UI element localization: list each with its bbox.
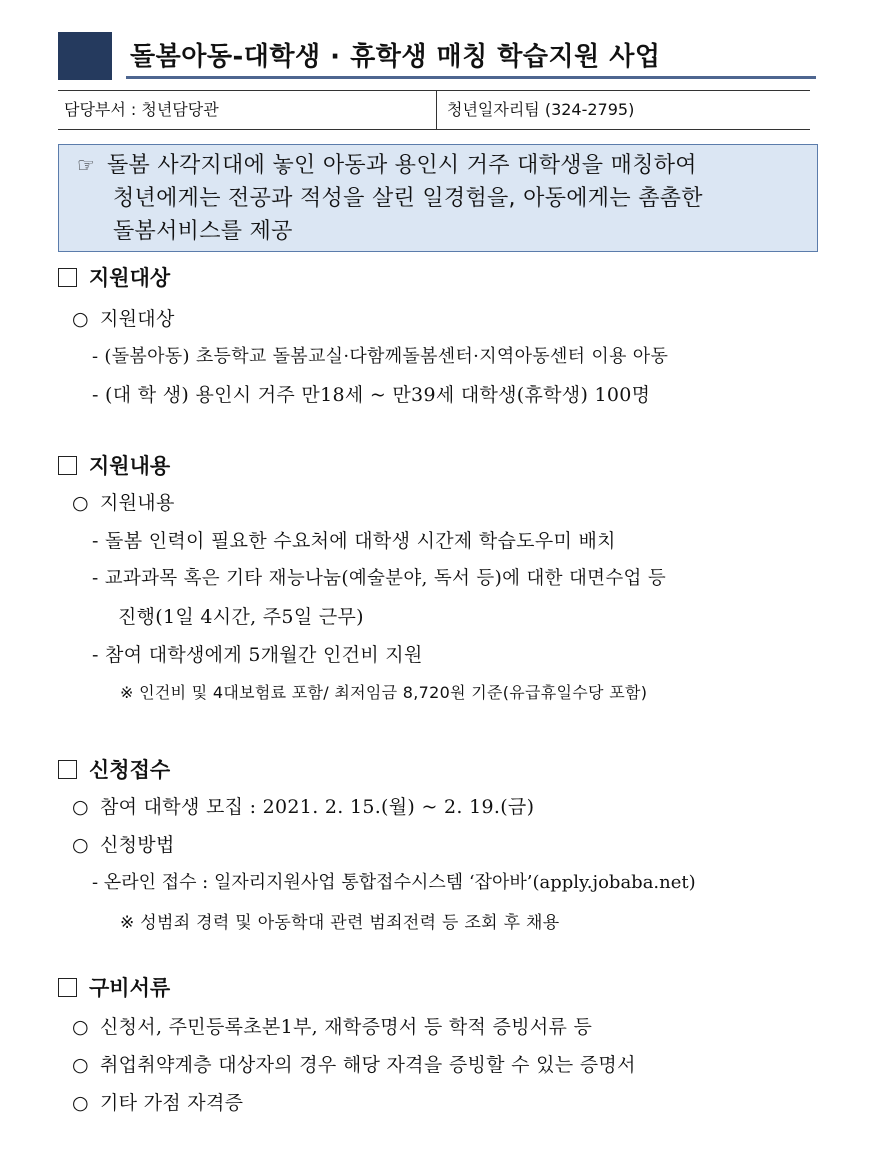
content-item-classes-cont: 진행(1일 4시간, 주5일 근무) [118,606,364,628]
apply-online: - 온라인 접수 : 일자리지원사업 통합접수시스템 ‘잡아바’(apply.jobaba.net) [92,872,696,893]
summary-line-1: ☞ 돌봄 사각지대에 놓인 아동과 용인시 거주 대학생을 매칭하여 [77,149,817,182]
documents-item: ○ 신청서, 주민등록초본1부, 재학증명서 등 학적 증빙서류 등 [72,1016,593,1038]
circle-bullet-icon: ○ [72,1054,89,1076]
circle-bullet-icon: ○ [72,492,89,514]
apply-note: ※ 성범죄 경력 및 아동학대 관련 범죄전력 등 조회 후 채용 [120,913,560,933]
department-label: 담당부서 : 청년담당관 [58,91,437,129]
circle-bullet-icon: ○ [72,796,89,818]
pointing-hand-icon: ☞ [77,153,96,177]
checkbox-icon [58,760,77,779]
content-item-wage: - 참여 대학생에게 5개월간 인건비 지원 [92,644,423,666]
checkbox-icon [58,978,77,997]
apply-recruit-period: ○ 참여 대학생 모집 : 2021. 2. 15.(월) ~ 2. 19.(금) [72,796,535,818]
section-heading-target: 지원대상 [58,262,170,292]
section-heading-content: 지원내용 [58,450,170,480]
apply-method-subheading: ○ 신청방법 [72,834,175,856]
title-block [58,28,816,80]
section-heading-documents: 구비서류 [58,972,170,1002]
circle-bullet-icon: ○ [72,834,89,856]
title-marker [58,32,112,80]
target-subheading: ○ 지원대상 [72,308,175,330]
content-note: ※ 인건비 및 4대보험료 포함/ 최저임금 8,720원 기준(유급휴일수당 포함) [120,683,648,702]
documents-item: ○ 기타 가점 자격증 [72,1092,244,1114]
circle-bullet-icon: ○ [72,308,89,330]
target-item-students: - (대 학 생) 용인시 거주 만18세 ~ 만39세 대학생(휴학생) 100명 [92,384,651,406]
section-heading-apply: 신청접수 [58,754,170,784]
title-underline [126,76,816,79]
target-item-children: - (돌봄아동) 초등학교 돌봄교실·다함께돌봄센터·지역아동센터 이용 아동 [92,346,669,367]
team-contact: 청년일자리팀 (324-2795) [447,100,635,119]
summary-line-2: 청년에게는 전공과 적성을 살린 일경험을, 아동에게는 촘촘한 [113,186,703,211]
summary-line-3: 돌봄서비스를 제공 [113,219,293,244]
checkbox-icon [58,268,77,287]
page-title: 돌봄아동-대학생 · 휴학생 매칭 학습지원 사업 [130,42,661,72]
circle-bullet-icon: ○ [72,1092,89,1114]
content-subheading: ○ 지원내용 [72,492,175,514]
content-item-classes: - 교과과목 혹은 기타 재능나눔(예술분야, 독서 등)에 대한 대면수업 등 [92,568,667,589]
documents-item: ○ 취업취약계층 대상자의 경우 해당 자격을 증빙할 수 있는 증명서 [72,1054,636,1076]
checkbox-icon [58,456,77,475]
department-row [58,90,810,130]
content-item-placement: - 돌봄 인력이 필요한 수요처에 대학생 시간제 학습도우미 배치 [92,530,616,552]
circle-bullet-icon: ○ [72,1016,89,1038]
summary-box [58,144,818,252]
